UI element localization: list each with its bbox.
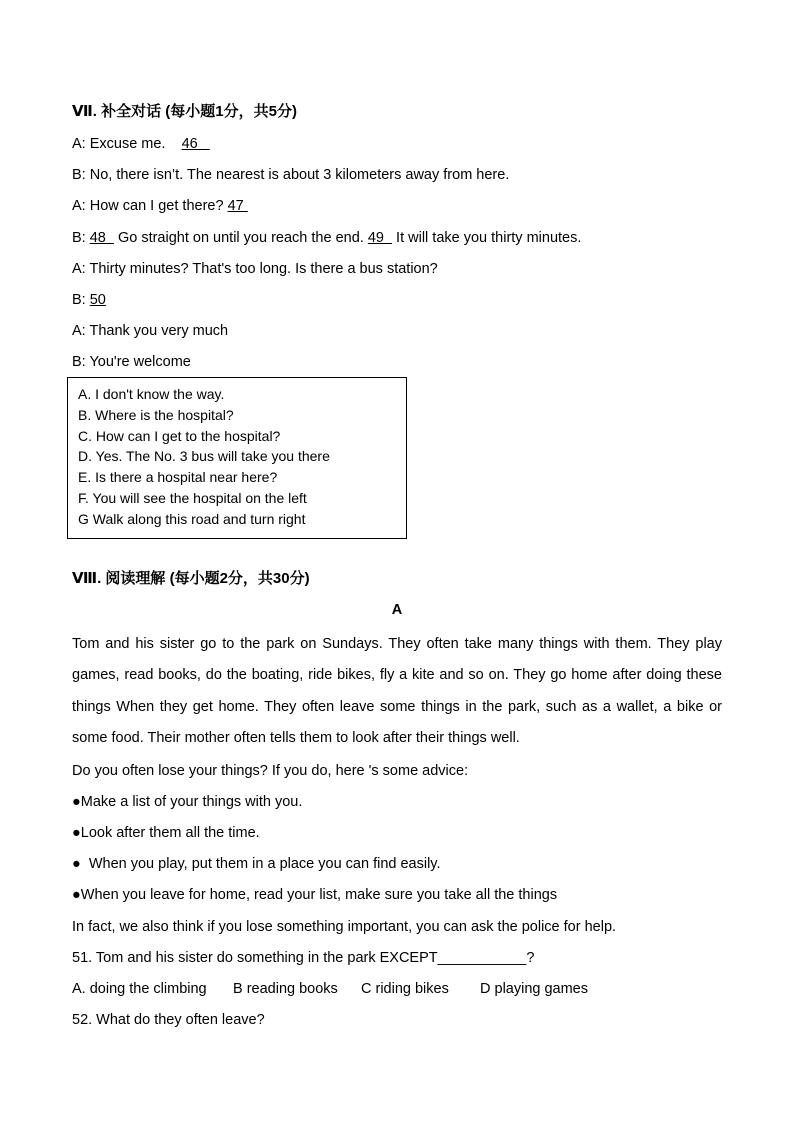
dialogue-line [72, 132, 722, 163]
option-item: E. Is there a hospital near here? [78, 469, 278, 486]
option-item: D. Yes. The No. 3 bus will take you there [78, 448, 330, 465]
passage-label: A [391, 602, 403, 618]
line-text: A: Thank you very much [72, 323, 229, 340]
option-b: B reading books [233, 980, 338, 997]
reading-section [72, 567, 722, 1039]
line-text: A: Excuse me. [72, 136, 182, 152]
advice-bullet: ● When you play, put them in a place you can find easily. [72, 856, 441, 873]
option-item: C. How can I get to the hospital? [78, 427, 281, 444]
option-a: A. doing the climbing [72, 980, 207, 997]
question-51: 51. Tom and his sister do something in the park EXCEPT___________? [72, 949, 535, 966]
option-item: F. You will see the hospital on the left [78, 489, 307, 506]
answer-blank: 50 [89, 291, 106, 308]
line-text: B: No, there isn’t. The nearest is about 3 kilometers away from here. [72, 167, 510, 184]
dialogue-line [72, 163, 722, 194]
line-text: Go straight on until you reach the end. [113, 229, 368, 246]
option-c: C riding bikes [361, 980, 449, 997]
dialogue-line [72, 257, 722, 288]
advice-intro: Do you often lose your things? If you do, here 's some advice: [72, 762, 469, 779]
line-text: It will take you thirty minutes. [392, 229, 582, 246]
answer-blank: 49 [367, 229, 393, 246]
answer-blank: 48 [89, 229, 114, 246]
line-text: A: How can I get there? [72, 198, 228, 215]
option-item: G Walk along this road and turn right [78, 510, 306, 527]
answer-blank: 46 [181, 136, 210, 152]
passage-paragraph: Tom and his sister go to the park on Sundays. They often take many things with them. They play games, read books, do the boating, ride bikes, fly a kite and so on. They go home after doing these things When they get home. They often leave some things in the park, such as a wallet, a bike or some food. Their mother often tells them to look after their things well. [72, 636, 722, 747]
option-d: D playing games [480, 980, 588, 997]
advice-bullet: ●When you leave for home, read your list, make sure you take all the things [72, 887, 558, 904]
answer-blank: 47 [227, 198, 248, 215]
dialogue-line [72, 194, 722, 225]
option-item: B. Where is the hospital? [78, 406, 234, 423]
section-heading: Ⅶ. 补全对话 (每小题1分，共5分) [72, 103, 297, 120]
section-heading: Ⅷ. 阅读理解 (每小题2分，共30分) [72, 570, 310, 587]
question-52: 52. What do they often leave? [72, 1012, 265, 1029]
line-text: B: You're welcome [72, 354, 191, 371]
advice-bullet: ●Look after them all the time. [72, 825, 260, 841]
dialogue-line [72, 288, 722, 319]
line-text: A: Thirty minutes? That's too long. Is there a bus station? [72, 260, 438, 277]
closing-text: In fact, we also think if you lose something important, you can ask the police for help. [72, 918, 617, 935]
option-item: A. I don't know the way. [78, 386, 225, 402]
line-text: B: [72, 291, 90, 308]
options-box [67, 377, 407, 539]
dialogue-section [72, 100, 722, 382]
line-text: B: [72, 229, 90, 246]
question-51-options [72, 977, 722, 1008]
dialogue-line [72, 319, 722, 350]
advice-bullet: ●Make a list of your things with you. [72, 793, 303, 810]
dialogue-line [72, 226, 722, 257]
